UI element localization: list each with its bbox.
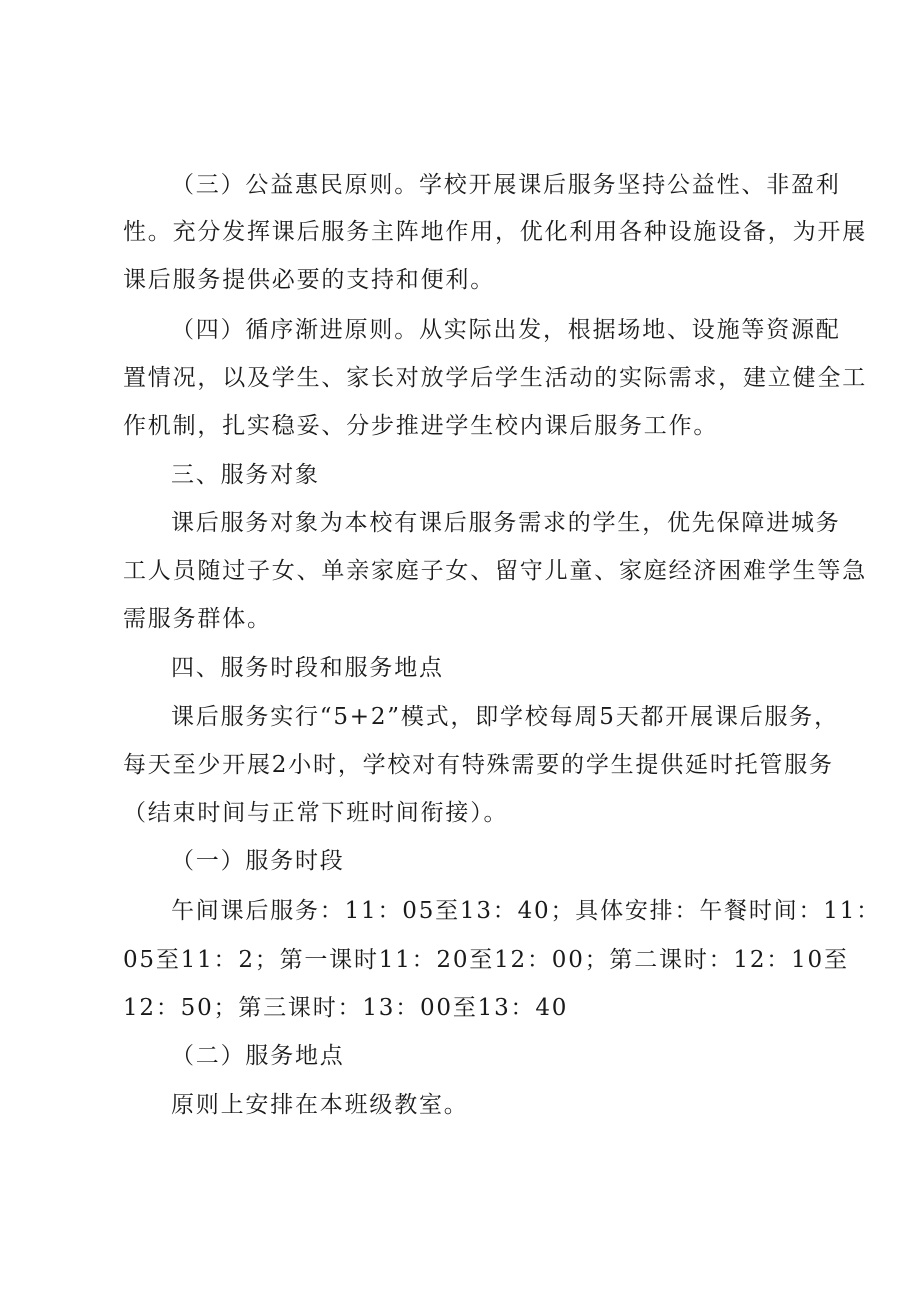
paragraph-line: 每天至少开展2小时，学校对有特殊需要的学生提供延时托管服务	[123, 752, 834, 778]
paragraph-line: （三）公益惠民原则。学校开展课后服务坚持公益性、非盈利	[171, 172, 841, 198]
paragraph-line: 性。充分发挥课后服务主阵地作用，优化利用各种设施设备，为开展	[123, 219, 867, 245]
subsection-heading: （一）服务时段	[171, 848, 345, 874]
paragraph-line: 课后服务对象为本校有课后服务需求的学生，优先保障进城务	[171, 510, 841, 536]
paragraph-line: （结束时间与正常下班时间衔接）。	[123, 800, 509, 826]
paragraph-line: 原则上安排在本班级教室。	[171, 1092, 469, 1118]
paragraph-line: 课后服务实行“5+2”模式，即学校每周5天都开展课后服务，	[171, 704, 839, 730]
paragraph-line: 作机制，扎实稳妥、分步推进学生校内课后服务工作。	[123, 413, 719, 439]
paragraph-line: 05至11：2；第一课时11：20至12：00；第二课时：12：10至	[123, 947, 849, 973]
paragraph-line: 午间课后服务：11：05至13：40；具体安排：午餐时间：11：	[171, 898, 881, 924]
paragraph-line: 置情况，以及学生、家长对放学后学生活动的实际需求，建立健全工	[123, 365, 867, 391]
paragraph-line: 需服务群体。	[123, 606, 272, 632]
paragraph-line: （四）循序渐进原则。从实际出发，根据场地、设施等资源配	[171, 317, 841, 343]
subsection-heading: （二）服务地点	[171, 1043, 345, 1069]
section-heading: 三、服务对象	[171, 462, 320, 488]
paragraph-line: 课后服务提供必要的支持和便利。	[123, 267, 495, 293]
paragraph-line: 工人员随过子女、单亲家庭子女、留守儿童、家庭经济困难学生等急	[123, 558, 867, 584]
section-heading: 四、服务时段和服务地点	[171, 655, 444, 681]
paragraph-line: 12：50；第三课时：13：00至13：40	[123, 995, 569, 1021]
